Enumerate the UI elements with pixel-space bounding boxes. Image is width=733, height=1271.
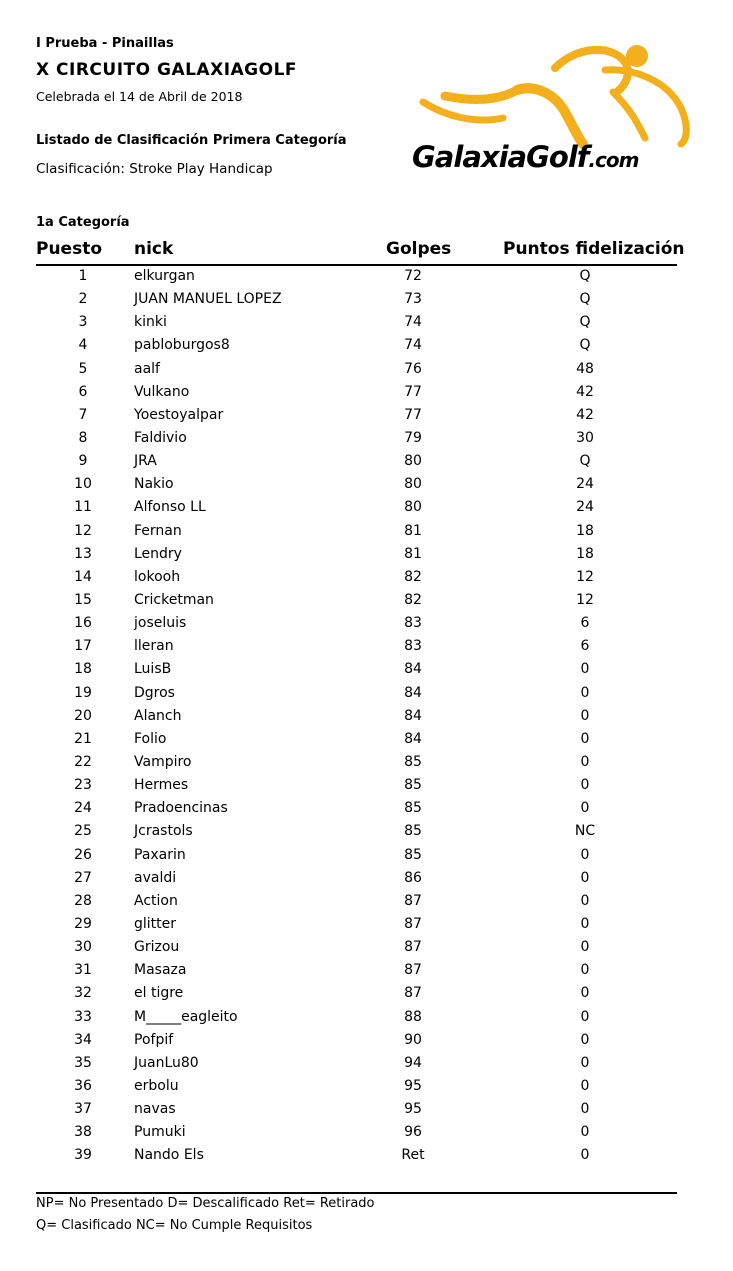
golpes-cell: 77: [404, 406, 422, 423]
puntos-cell: 0: [580, 1054, 590, 1071]
event-name: I Prueba - Pinaillas: [36, 36, 174, 51]
puntos-cell: 0: [580, 730, 590, 747]
nick-cell: Paxarin: [134, 846, 186, 863]
position-cell: 23: [74, 777, 92, 794]
position-cell: 28: [74, 892, 92, 909]
nick-cell: kinki: [134, 314, 167, 331]
nick-cell: Masaza: [134, 962, 187, 979]
position-cell: 32: [74, 985, 92, 1002]
puntos-cell: 0: [580, 846, 590, 863]
puntos-cell: 0: [580, 1077, 590, 1094]
nick-cell: Nando Els: [134, 1147, 204, 1164]
table-row: [0, 590, 733, 613]
table-row: [0, 752, 733, 775]
position-cell: 39: [74, 1147, 92, 1164]
puntos-cell: 0: [580, 753, 590, 770]
puntos-cell: NC: [574, 823, 596, 840]
table-row: [0, 636, 733, 659]
position-cell: 33: [74, 1008, 92, 1025]
golpes-cell: 85: [404, 777, 422, 794]
table-row: [0, 1145, 733, 1168]
nick-cell: Folio: [134, 730, 167, 747]
nick-cell: lokooh: [134, 568, 181, 585]
golpes-cell: 76: [404, 360, 422, 377]
table-row: [0, 821, 733, 844]
nick-cell: Grizou: [134, 939, 180, 956]
position-cell: 35: [74, 1054, 92, 1071]
puntos-cell: Q: [579, 314, 591, 331]
golpes-cell: 80: [404, 476, 422, 493]
nick-cell: glitter: [134, 915, 177, 932]
table-row: [0, 405, 733, 428]
golpes-cell: 80: [404, 453, 422, 470]
table-row: [0, 775, 733, 798]
puntos-cell: 6: [580, 638, 590, 655]
position-cell: 10: [74, 476, 92, 493]
position-cell: 19: [74, 684, 92, 701]
position-cell: 16: [74, 615, 92, 632]
table-row: [0, 289, 733, 312]
position-cell: 22: [74, 753, 92, 770]
table-row: [0, 335, 733, 358]
table-row: [0, 474, 733, 497]
nick-cell: Alfonso LL: [134, 499, 206, 516]
logo-wordmark: [412, 140, 638, 174]
golpes-cell: 84: [404, 730, 422, 747]
golpes-cell: 74: [404, 314, 422, 331]
classification-table: [0, 266, 733, 1168]
position-cell: 34: [74, 1031, 92, 1048]
puntos-cell: 42: [576, 383, 594, 400]
position-cell: 21: [74, 730, 92, 747]
nick-cell: Nakio: [134, 476, 174, 493]
position-cell: 25: [74, 823, 92, 840]
position-cell: 7: [78, 406, 88, 423]
puntos-cell: 0: [580, 800, 590, 817]
nick-cell: navas: [134, 1101, 176, 1118]
golpes-cell: 94: [404, 1054, 422, 1071]
golpes-cell: 72: [404, 268, 422, 284]
golpes-cell: 87: [404, 915, 422, 932]
column-header-golpes: Golpes: [386, 239, 452, 259]
golpes-cell: 82: [404, 591, 422, 608]
position-cell: 11: [74, 499, 92, 516]
position-cell: 18: [74, 661, 92, 678]
table-row: [0, 359, 733, 382]
position-cell: 36: [74, 1077, 92, 1094]
position-cell: 30: [74, 939, 92, 956]
puntos-cell: 0: [580, 915, 590, 932]
golfer-logo-icon: [405, 40, 705, 200]
position-cell: 13: [74, 545, 92, 562]
golpes-cell: 84: [404, 707, 422, 724]
table-row: [0, 845, 733, 868]
golpes-cell: Ret: [401, 1147, 425, 1164]
puntos-cell: 0: [580, 1101, 590, 1118]
table-row: [0, 521, 733, 544]
table-row: [0, 1053, 733, 1076]
puntos-cell: 18: [576, 522, 594, 539]
table-row: [0, 1122, 733, 1145]
table-row: [0, 683, 733, 706]
event-date: Celebrada el 14 de Abril de 2018: [36, 89, 243, 104]
position-cell: 26: [74, 846, 92, 863]
puntos-cell: 18: [576, 545, 594, 562]
table-row: [0, 312, 733, 335]
position-cell: 12: [74, 522, 92, 539]
circuit-title: X CIRCUITO GALAXIAGOLF: [36, 60, 298, 80]
golpes-cell: 87: [404, 962, 422, 979]
puntos-cell: 0: [580, 985, 590, 1002]
logo-wordmark-main: GalaxiaGolf: [412, 140, 589, 174]
position-cell: 14: [74, 568, 92, 585]
golpes-cell: 83: [404, 638, 422, 655]
nick-cell: Vampiro: [134, 753, 192, 770]
nick-cell: Yoestoyalpar: [134, 406, 224, 423]
legend-line-2: Q= Clasificado NC= No Cumple Requisitos: [36, 1218, 313, 1233]
puntos-cell: 0: [580, 1008, 590, 1025]
puntos-cell: 0: [580, 939, 590, 956]
puntos-cell: 0: [580, 869, 590, 886]
logo-wordmark-suffix: .com: [588, 148, 639, 172]
golpes-cell: 81: [404, 545, 422, 562]
position-cell: 24: [74, 800, 92, 817]
position-cell: 38: [74, 1124, 92, 1141]
puntos-cell: 48: [576, 360, 594, 377]
nick-cell: aalf: [134, 360, 160, 377]
golpes-cell: 82: [404, 568, 422, 585]
footer-divider: [36, 1192, 677, 1194]
table-row: [0, 1076, 733, 1099]
position-cell: 8: [78, 429, 88, 446]
classification-type: Clasificación: Stroke Play Handicap: [36, 161, 273, 177]
table-row: [0, 266, 733, 289]
golpes-cell: 81: [404, 522, 422, 539]
nick-cell: Pumuki: [134, 1124, 186, 1141]
table-row: [0, 613, 733, 636]
table-row: [0, 567, 733, 590]
position-cell: 1: [78, 268, 88, 284]
golpes-cell: 88: [404, 1008, 422, 1025]
table-row: [0, 659, 733, 682]
puntos-cell: 0: [580, 1031, 590, 1048]
nick-cell: joseluis: [134, 615, 187, 632]
nick-cell: Cricketman: [134, 591, 214, 608]
table-row: [0, 451, 733, 474]
position-cell: 37: [74, 1101, 92, 1118]
golpes-cell: 84: [404, 661, 422, 678]
puntos-cell: 0: [580, 1147, 590, 1164]
nick-cell: Fernan: [134, 522, 182, 539]
nick-cell: JRA: [134, 453, 157, 470]
table-row: [0, 544, 733, 567]
puntos-cell: 0: [580, 661, 590, 678]
column-header-puesto: Puesto: [36, 239, 103, 259]
nick-cell: erbolu: [134, 1077, 179, 1094]
table-row: [0, 1030, 733, 1053]
table-row: [0, 729, 733, 752]
puntos-cell: 24: [576, 499, 594, 516]
table-row: [0, 798, 733, 821]
table-row: [0, 891, 733, 914]
puntos-cell: Q: [579, 337, 591, 354]
puntos-cell: 0: [580, 707, 590, 724]
puntos-cell: 0: [580, 684, 590, 701]
table-row: [0, 937, 733, 960]
table-row: [0, 706, 733, 729]
table-row: [0, 1099, 733, 1122]
nick-cell: Pofpif: [134, 1031, 174, 1048]
golpes-cell: 73: [404, 291, 422, 308]
position-cell: 15: [74, 591, 92, 608]
nick-cell: Action: [134, 892, 178, 909]
nick-cell: elkurgan: [134, 268, 195, 284]
puntos-cell: 0: [580, 777, 590, 794]
puntos-cell: 0: [580, 962, 590, 979]
nick-cell: LuisB: [134, 661, 172, 678]
nick-cell: M_____eagleito: [134, 1008, 238, 1025]
golpes-cell: 83: [404, 615, 422, 632]
position-cell: 2: [78, 291, 88, 308]
nick-cell: JuanLu80: [134, 1054, 199, 1071]
golpes-cell: 87: [404, 892, 422, 909]
position-cell: 3: [78, 314, 88, 331]
golpes-cell: 74: [404, 337, 422, 354]
table-row: [0, 497, 733, 520]
nick-cell: Pradoencinas: [134, 800, 228, 817]
column-header-puntos: Puntos fidelización: [503, 239, 685, 259]
puntos-cell: Q: [579, 291, 591, 308]
table-row: [0, 1007, 733, 1030]
position-cell: 9: [78, 453, 88, 470]
list-title: Listado de Clasificación Primera Categoría: [36, 133, 347, 148]
nick-cell: Faldivio: [134, 429, 187, 446]
puntos-cell: 0: [580, 1124, 590, 1141]
nick-cell: pabloburgos8: [134, 337, 230, 354]
table-row: [0, 382, 733, 405]
golpes-cell: 95: [404, 1101, 422, 1118]
golpes-cell: 85: [404, 846, 422, 863]
puntos-cell: 24: [576, 476, 594, 493]
table-row: [0, 960, 733, 983]
nick-cell: avaldi: [134, 869, 177, 886]
golpes-cell: 96: [404, 1124, 422, 1141]
position-cell: 6: [78, 383, 88, 400]
nick-cell: JUAN MANUEL LOPEZ: [134, 291, 282, 308]
nick-cell: Jcrastols: [134, 823, 193, 840]
golpes-cell: 85: [404, 753, 422, 770]
nick-cell: el tigre: [134, 985, 184, 1002]
position-cell: 4: [78, 337, 88, 354]
golpes-cell: 85: [404, 823, 422, 840]
golpes-cell: 84: [404, 684, 422, 701]
puntos-cell: 12: [576, 568, 594, 585]
legend-line-1: NP= No Presentado D= Descalificado Ret= Retirado: [36, 1196, 375, 1211]
nick-cell: Vulkano: [134, 383, 190, 400]
puntos-cell: Q: [579, 268, 591, 284]
golpes-cell: 85: [404, 800, 422, 817]
nick-cell: Hermes: [134, 777, 189, 794]
position-cell: 17: [74, 638, 92, 655]
position-cell: 5: [78, 360, 88, 377]
category-label: 1a Categoría: [36, 215, 130, 230]
puntos-cell: 0: [580, 892, 590, 909]
position-cell: 27: [74, 869, 92, 886]
golpes-cell: 90: [404, 1031, 422, 1048]
nick-cell: Lendry: [134, 545, 182, 562]
table-row: [0, 983, 733, 1006]
golpes-cell: 95: [404, 1077, 422, 1094]
golpes-cell: 87: [404, 985, 422, 1002]
golpes-cell: 79: [404, 429, 422, 446]
nick-cell: lleran: [134, 638, 174, 655]
golpes-cell: 86: [404, 869, 422, 886]
table-row: [0, 428, 733, 451]
puntos-cell: 42: [576, 406, 594, 423]
position-cell: 20: [74, 707, 92, 724]
golpes-cell: 77: [404, 383, 422, 400]
nick-cell: Alanch: [134, 707, 182, 724]
golpes-cell: 87: [404, 939, 422, 956]
position-cell: 29: [74, 915, 92, 932]
golpes-cell: 80: [404, 499, 422, 516]
puntos-cell: 6: [580, 615, 590, 632]
nick-cell: Dgros: [134, 684, 175, 701]
table-row: [0, 868, 733, 891]
puntos-cell: Q: [579, 453, 591, 470]
table-row: [0, 914, 733, 937]
puntos-cell: 30: [576, 429, 594, 446]
puntos-cell: 12: [576, 591, 594, 608]
position-cell: 31: [74, 962, 92, 979]
column-header-nick: nick: [134, 239, 174, 259]
